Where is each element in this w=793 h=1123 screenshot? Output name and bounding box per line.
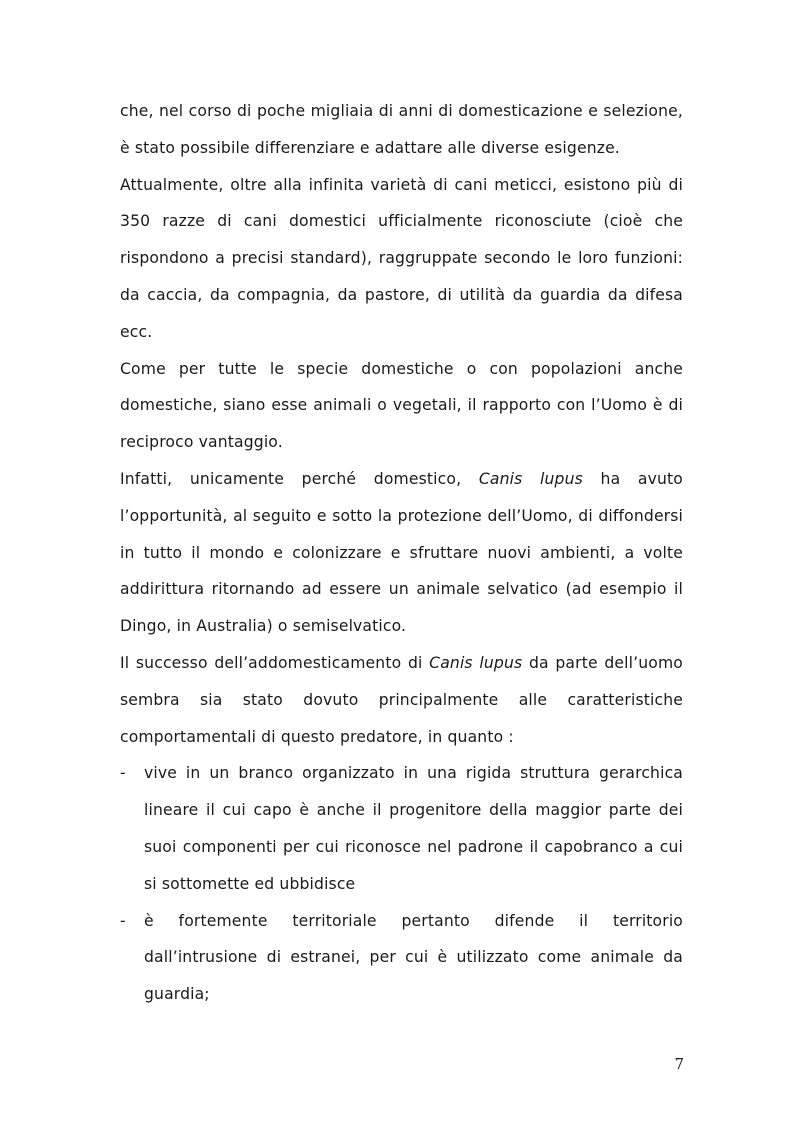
paragraph-4-before: Infatti, unicamente perché domestico, xyxy=(120,469,479,488)
species-name-italic: Canis lupus xyxy=(478,469,583,488)
paragraph-1: che, nel corso di poche migliaia di anni di domesticazione e selezione, è stato possibile differenziare e adattare alle diverse esigenze. xyxy=(120,102,683,157)
list-dash-marker: - xyxy=(120,764,126,783)
document-page xyxy=(120,93,683,1013)
page-number: 7 xyxy=(674,1055,684,1073)
paragraph-5-after: da parte dell’uomo sembra sia stato dovuto principalmente alle caratteristiche comportamentali di questo predatore, in quanto : xyxy=(120,653,683,746)
paragraph-2: Attualmente, oltre alla infinita varietà di cani meticci, esistono più di 350 razze di cani domestici ufficialmente riconosciute (cioè che rispondono a precisi standard), raggruppate secondo le loro funzioni: da caccia, da compagnia, da pastore, di utilità da guardia da difesa ecc. xyxy=(120,175,683,341)
paragraph-3: Come per tutte le specie domestiche o con popolazioni anche domestiche, siano esse animali o vegetali, il rapporto con l’Uomo è di reciproco vantaggio. xyxy=(120,359,683,452)
paragraph-4 xyxy=(120,461,683,645)
species-name-italic: Canis lupus xyxy=(429,653,523,672)
list-item-text: è fortemente territoriale pertanto difende il territorio dall’intrusione di estranei, per cui è utilizzato come animale da guardia; xyxy=(144,911,683,1004)
paragraph-5 xyxy=(120,645,683,755)
trait-list xyxy=(120,755,683,1013)
list-item xyxy=(120,903,683,1013)
paragraph-4-after: ha avuto l’opportunità, al seguito e sotto la protezione dell’Uomo, di diffondersi in tutto il mondo e colonizzare e sfruttare nuovi ambienti, a volte addirittura ritornando ad essere un animale selvatico (ad esempio il Dingo, in Australia) o semiselvatico. xyxy=(120,469,683,636)
paragraph-5-before: Il successo dell’addomesticamento di xyxy=(120,653,430,672)
list-item xyxy=(120,755,683,902)
list-item-text: vive in un branco organizzato in una rigida struttura gerarchica lineare il cui capo è anche il progenitore della maggior parte dei suoi componenti per cui riconosce nel padrone il capobranco a cui si sottomette ed ubbidisce xyxy=(144,764,683,893)
list-dash-marker: - xyxy=(120,911,126,930)
